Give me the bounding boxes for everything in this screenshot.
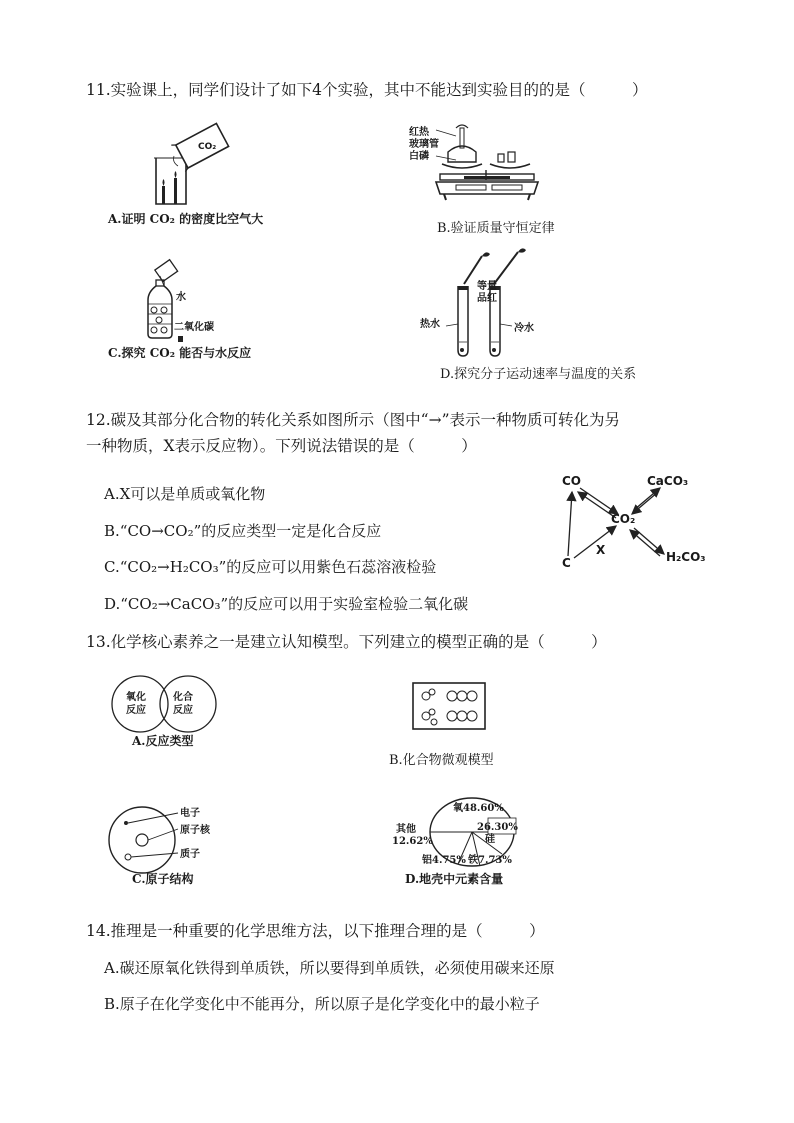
caption-13b: B.化合物微观模型 <box>389 753 494 768</box>
question-12-option-a: A.X可以是单质或氧化物 <box>104 485 266 503</box>
venn-right-line2: 反应 <box>173 705 193 716</box>
label-aluminum: 铝4.75% <box>422 855 466 866</box>
caption-13d: D.地壳中元素含量 <box>405 872 504 886</box>
caption-11d: D.探究分子运动速率与温度的关系 <box>440 367 637 382</box>
question-12-option-b: B.“CO→CO₂”的反应类型一定是化合反应 <box>104 522 382 540</box>
label-iron: 铁7.73% <box>468 855 512 866</box>
label-white-phosphorus: 白磷 <box>409 151 429 162</box>
co2-pouring-diagram <box>140 128 250 208</box>
label-magenta-dye: 品红 <box>477 293 497 304</box>
question-13-stem: 13.化学核心素养之一是建立认知模型。下列建立的模型正确的是（ ） <box>86 633 607 651</box>
label-electron: 电子 <box>180 808 200 819</box>
caption-11c: C.探究 CO₂ 能否与水反应 <box>108 346 252 360</box>
balance-diagram <box>436 122 546 202</box>
node-co: CO <box>562 474 582 488</box>
node-caco3: CaCO₃ <box>647 474 689 488</box>
caption-11b: B.验证质量守恒定律 <box>437 221 555 236</box>
question-11-stem: 11.实验课上，同学们设计了如下4个实验，其中不能达到实验目的的是（ ） <box>86 81 648 99</box>
question-14-option-a: A.碳还原氧化铁得到单质铁，所以要得到单质铁，必须使用碳来还原 <box>104 959 555 977</box>
label-glass-tube: 玻璃管 <box>409 139 439 150</box>
label-equal-amount: 等量 <box>477 281 497 292</box>
caption-13c: C.原子结构 <box>132 872 194 886</box>
label-oxygen: 氧48.60% <box>453 803 504 814</box>
node-h2co3: H₂CO₃ <box>666 550 706 564</box>
question-12-option-d: D.“CO₂→CaCO₃”的反应可以用于实验室检验二氧化碳 <box>104 595 469 613</box>
question-14-option-b: B.原子在化学变化中不能再分，所以原子是化学变化中的最小粒子 <box>104 995 540 1013</box>
plastic-bottle-diagram <box>140 262 200 346</box>
label-nucleus: 原子核 <box>180 825 210 836</box>
venn-left-line2: 反应 <box>126 705 146 716</box>
label-co2: CO₂ <box>198 142 217 152</box>
label-cold-water: 冷水 <box>514 323 534 334</box>
venn-diagram <box>104 675 234 735</box>
compound-micro-model <box>412 682 486 730</box>
label-other: 其他 <box>396 824 416 835</box>
label-water: 水 <box>176 292 186 303</box>
label-carbon-dioxide: 二氧化碳 <box>174 322 214 333</box>
venn-left-line1: 氧化 <box>126 692 146 703</box>
question-12-option-c: C.“CO₂→H₂CO₃”的反应可以用紫色石蕊溶液检验 <box>104 558 437 576</box>
label-other-percent: 12.62% <box>392 836 433 847</box>
question-12-stem-line1: 12.碳及其部分化合物的转化关系如图所示（图中“→”表示一种物质可转化为另 <box>86 411 620 429</box>
question-14-stem: 14.推理是一种重要的化学思维方法，以下推理合理的是（ ） <box>86 922 545 940</box>
label-silicon: 硅 <box>485 834 495 845</box>
label-red-hot: 红热 <box>409 127 429 138</box>
node-c: C <box>562 556 571 570</box>
caption-11a: A.证明 CO₂ 的密度比空气大 <box>108 212 264 226</box>
label-x: X <box>596 543 606 557</box>
node-co2: CO₂ <box>611 512 636 526</box>
label-proton: 质子 <box>180 849 200 860</box>
question-12-stem-line2: 一种物质，X表示反应物）。下列说法错误的是（ ） <box>86 437 477 455</box>
label-hot-water: 热水 <box>420 319 440 330</box>
venn-right-line1: 化合 <box>173 692 193 703</box>
caption-13a: A.反应类型 <box>132 734 194 748</box>
test-tubes-diagram <box>446 250 536 362</box>
label-silicon-percent: 26.30% <box>477 822 518 833</box>
